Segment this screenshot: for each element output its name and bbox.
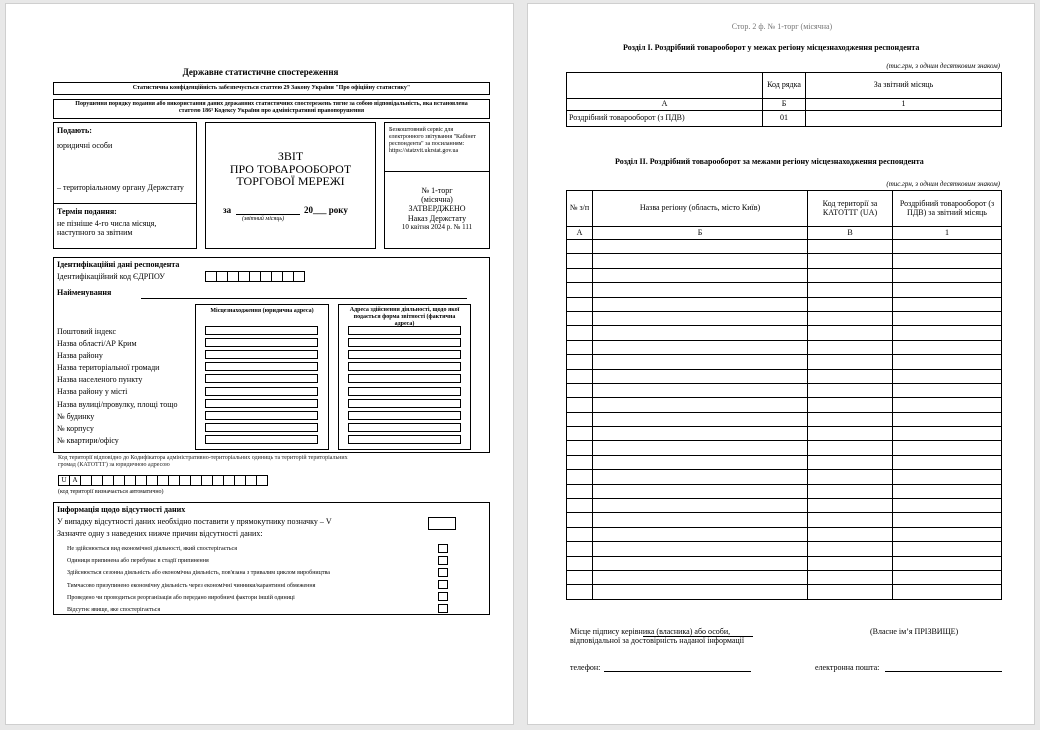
katottg-a: A xyxy=(69,475,81,486)
table-cell[interactable] xyxy=(893,513,1002,527)
table-cell[interactable] xyxy=(567,355,593,369)
form-period: (місячна) xyxy=(421,195,453,205)
table-cell[interactable] xyxy=(567,398,593,412)
table-cell[interactable] xyxy=(593,499,808,513)
table-cell[interactable] xyxy=(808,254,893,268)
table-cell[interactable] xyxy=(808,499,893,513)
table-cell[interactable] xyxy=(808,369,893,383)
form-page-1 xyxy=(5,3,514,725)
field-label: Назва району xyxy=(57,351,103,361)
table-cell[interactable] xyxy=(593,398,808,412)
phone-line[interactable] xyxy=(604,671,751,672)
table-row xyxy=(567,455,1002,469)
signature-name: (Власне ім’я ПРІЗВИЩЕ) xyxy=(870,627,959,636)
table-row xyxy=(567,268,1002,282)
deadline-title: Термін подання: xyxy=(57,207,117,216)
reason-item: Не здійснюється вид економічної діяльності, який спостерігається xyxy=(67,546,237,552)
table-cell[interactable] xyxy=(567,240,593,254)
table-cell[interactable] xyxy=(567,283,593,297)
col-month-header: За звітний місяць xyxy=(806,73,1002,99)
table-cell[interactable] xyxy=(567,311,593,325)
table-row xyxy=(567,297,1002,311)
period-line xyxy=(236,214,300,215)
table-cell[interactable] xyxy=(567,383,593,397)
table-cell[interactable] xyxy=(593,369,808,383)
table-cell[interactable] xyxy=(808,542,893,556)
address-input[interactable] xyxy=(205,411,318,420)
field-label: Назва району у місті xyxy=(57,387,128,397)
table-cell[interactable] xyxy=(893,441,1002,455)
service-text: Безкоштовний сервіс для електронного звітування "Кабінет респондента" за посиланням: https://statzvit.ukrstat.gov.ua xyxy=(389,127,476,154)
reason-checkbox[interactable] xyxy=(438,568,448,577)
table-row xyxy=(567,427,1002,441)
table-cell[interactable] xyxy=(808,484,893,498)
table-cell[interactable] xyxy=(893,240,1002,254)
reason-item: Проведено чи проводиться реорганізація або передано виробничі фактори іншій одиниці xyxy=(67,594,295,601)
reason-checkbox[interactable] xyxy=(438,556,448,565)
table-cell[interactable] xyxy=(593,340,808,354)
table-cell[interactable] xyxy=(893,412,1002,426)
table-cell[interactable] xyxy=(593,470,808,484)
table-cell[interactable] xyxy=(808,455,893,469)
field-label: № будинку xyxy=(57,411,95,421)
address-input[interactable] xyxy=(205,399,318,408)
report-title-box xyxy=(205,122,376,249)
table-cell[interactable] xyxy=(808,340,893,354)
absence-line1: У випадку відсутності даних необхідно поставити у прямокутнику позначку – V xyxy=(57,517,332,526)
reason-checkbox[interactable] xyxy=(438,580,448,589)
table-cell[interactable] xyxy=(808,268,893,282)
actual-address-header: Адреса здійснення діяльності, щодо якої подається форма звітності (фактична адреса) xyxy=(349,307,460,327)
edrpou-label: Ідентифікаційний код ЄДРПОУ xyxy=(57,272,165,281)
form-number-block xyxy=(385,186,489,231)
field-label: Назва області/АР Крим xyxy=(57,339,137,349)
address-input[interactable] xyxy=(348,411,461,420)
hdr-1: 1 xyxy=(806,99,1002,111)
form-number: № 1-торг xyxy=(421,186,453,195)
reason-item: Здійснюється сезонна діяльність або економічна діяльність, пов'язана з тривалим циклом виробництва xyxy=(67,570,330,577)
table-row xyxy=(567,585,1002,599)
table-cell[interactable] xyxy=(567,570,593,584)
table-cell[interactable] xyxy=(593,484,808,498)
table-cell[interactable] xyxy=(893,311,1002,325)
report-title-line1: ЗВІТ xyxy=(277,149,304,163)
email-label: електронна пошта: xyxy=(815,663,880,672)
table-cell[interactable] xyxy=(808,311,893,325)
email-line[interactable] xyxy=(885,671,1002,672)
report-title-line2: ПРО ТОВАРООБОРОТ xyxy=(229,161,352,176)
resp-title: Ідентифікаційні дані респондента xyxy=(57,260,180,269)
field-label: № квартири/офісу xyxy=(57,435,119,445)
divider xyxy=(385,171,489,172)
table-cell[interactable] xyxy=(593,240,808,254)
table-cell[interactable] xyxy=(808,412,893,426)
section1-unit: (тис.грн, з одним десятковим знаком) xyxy=(886,62,1000,70)
katottg-u: U xyxy=(58,475,70,486)
absence-reasons xyxy=(67,543,427,616)
address-input[interactable] xyxy=(348,387,461,396)
address-input[interactable] xyxy=(348,374,461,383)
table-cell[interactable] xyxy=(567,484,593,498)
table-cell[interactable] xyxy=(808,398,893,412)
blank-header-cell xyxy=(567,73,763,99)
table-cell[interactable] xyxy=(893,570,1002,584)
name-line[interactable] xyxy=(141,298,467,299)
absence-box xyxy=(53,502,490,615)
table-cell[interactable] xyxy=(593,326,808,340)
hdr-b: Б xyxy=(593,227,808,240)
table-cell[interactable] xyxy=(567,470,593,484)
table-cell[interactable] xyxy=(808,427,893,441)
table-cell[interactable] xyxy=(893,484,1002,498)
table-cell[interactable] xyxy=(893,340,1002,354)
table-cell[interactable] xyxy=(593,297,808,311)
phone-label: телефон: xyxy=(570,663,601,672)
absence-title: Інформація щодо відсутності даних xyxy=(57,505,186,514)
reason-item: Тимчасово призупинено економічну діяльність через економічні чинники/карантинні обмеження xyxy=(67,582,316,589)
table-cell[interactable] xyxy=(593,542,808,556)
table-cell[interactable] xyxy=(567,513,593,527)
form-approved: ЗАТВЕРДЖЕНО xyxy=(408,204,466,214)
hdr-1: 1 xyxy=(893,227,1002,240)
table-cell[interactable] xyxy=(893,398,1002,412)
col-region-header: Назва регіону (область, місто Київ) xyxy=(593,191,808,227)
table-row xyxy=(567,441,1002,455)
table-cell[interactable] xyxy=(593,585,808,599)
table-cell[interactable] xyxy=(593,441,808,455)
table-cell[interactable] xyxy=(593,283,808,297)
katottg-cells xyxy=(58,475,267,486)
table-cell[interactable] xyxy=(567,326,593,340)
signature-line[interactable] xyxy=(643,636,753,637)
deadline-text: не пізніше 4-го числа місяця, наступного за звітним xyxy=(57,219,157,238)
form-info-box xyxy=(384,122,490,249)
hdr-a: А xyxy=(567,99,763,111)
name-label: Найменування xyxy=(57,288,112,297)
table-row xyxy=(567,355,1002,369)
absence-line2: Зазначте одну з наведених нижче причин відсутності даних: xyxy=(57,529,263,538)
table-row xyxy=(567,283,1002,297)
table-cell[interactable] xyxy=(593,311,808,325)
address-labels xyxy=(57,326,197,447)
table-cell[interactable] xyxy=(893,383,1002,397)
table-cell[interactable] xyxy=(593,383,808,397)
page-header: Стор. 2 ф. № 1-торг (місячна) xyxy=(731,22,833,31)
table-cell[interactable] xyxy=(567,585,593,599)
table-cell[interactable] xyxy=(893,297,1002,311)
col-turnover-header: Роздрібний товарооборот (з ПДВ) за звітний місяць xyxy=(893,191,1002,227)
table-cell[interactable] xyxy=(567,369,593,383)
address-input[interactable] xyxy=(205,423,318,432)
row-label: Роздрібний товарооборот (з ПДВ) xyxy=(567,111,763,127)
table-cell[interactable] xyxy=(893,499,1002,513)
table-cell[interactable] xyxy=(593,268,808,282)
table-cell[interactable] xyxy=(808,470,893,484)
table-cell[interactable] xyxy=(567,556,593,570)
address-input[interactable] xyxy=(205,338,318,347)
table-cell[interactable] xyxy=(893,527,1002,541)
hdr-b: Б xyxy=(763,99,806,111)
report-for: за xyxy=(223,205,232,215)
address-input[interactable] xyxy=(205,435,318,444)
table-row xyxy=(567,369,1002,383)
reason-item: Відсутнє явище, яке спостерігається xyxy=(67,607,161,614)
table-row xyxy=(567,311,1002,325)
table-row xyxy=(567,556,1002,570)
table-cell[interactable] xyxy=(808,283,893,297)
table-cell[interactable] xyxy=(893,470,1002,484)
section2-table xyxy=(566,190,1002,600)
table-row xyxy=(567,570,1002,584)
address-input[interactable] xyxy=(205,350,318,359)
confidentiality-box: Статистична конфіденційність забезпечується статтею 29 Закону України "Про офіційну статистику" xyxy=(53,82,490,95)
table-cell[interactable] xyxy=(893,427,1002,441)
row-code: 01 xyxy=(763,111,806,127)
submit-who1: юридичні особи xyxy=(57,141,113,150)
report-year: 20___ року xyxy=(304,205,348,215)
address-input[interactable] xyxy=(205,374,318,383)
address-input[interactable] xyxy=(348,350,461,359)
table-cell[interactable] xyxy=(593,527,808,541)
address-input[interactable] xyxy=(205,326,318,335)
table-row xyxy=(567,527,1002,541)
table-cell[interactable] xyxy=(808,513,893,527)
reason-checkbox[interactable] xyxy=(438,592,448,601)
signature-text: Місце підпису керівника (власника) або особи, відповідальної за достовірність наданої інформації xyxy=(570,627,745,646)
table-cell[interactable] xyxy=(893,542,1002,556)
table-cell[interactable] xyxy=(593,254,808,268)
field-label: Назва вулиці/провулку, площі тощо xyxy=(57,399,178,409)
address-input[interactable] xyxy=(205,387,318,396)
table-cell[interactable] xyxy=(567,412,593,426)
address-input[interactable] xyxy=(205,362,318,371)
table-row xyxy=(567,484,1002,498)
table-cell[interactable] xyxy=(593,556,808,570)
table-row xyxy=(567,412,1002,426)
table-cell[interactable] xyxy=(808,570,893,584)
address-input[interactable] xyxy=(348,399,461,408)
form-order: Наказ Держстату xyxy=(407,213,467,223)
table-cell[interactable] xyxy=(808,297,893,311)
table-cell[interactable] xyxy=(593,412,808,426)
table-cell[interactable] xyxy=(808,355,893,369)
respondent-box xyxy=(53,257,490,453)
table-cell[interactable] xyxy=(567,340,593,354)
table-cell[interactable] xyxy=(893,326,1002,340)
table-cell[interactable] xyxy=(893,283,1002,297)
form-date: 10 квітня 2024 р. № 111 xyxy=(401,222,473,231)
table-cell[interactable] xyxy=(808,240,893,254)
table-row xyxy=(567,254,1002,268)
table-cell[interactable] xyxy=(893,585,1002,599)
table-cell[interactable] xyxy=(808,527,893,541)
table-row xyxy=(567,383,1002,397)
reason-checkbox[interactable] xyxy=(438,544,448,553)
table-cell[interactable] xyxy=(567,441,593,455)
table-cell[interactable] xyxy=(593,570,808,584)
table-cell[interactable] xyxy=(567,427,593,441)
table-cell[interactable] xyxy=(593,455,808,469)
reason-checkbox[interactable] xyxy=(438,604,448,613)
section1-table xyxy=(566,72,1002,127)
col-no-header: № з/п xyxy=(567,191,593,227)
table-cell[interactable] xyxy=(567,254,593,268)
table-row xyxy=(567,326,1002,340)
section2-unit: (тис.грн, з одним десятковим знаком) xyxy=(886,180,1000,188)
table-cell[interactable] xyxy=(893,369,1002,383)
address-input[interactable] xyxy=(348,423,461,432)
table-row xyxy=(567,513,1002,527)
section2-title: Розділ ІІ. Роздрібний товарооборот за межами регіону місцезнаходження респондента xyxy=(615,157,924,166)
col-code-header: Код території за КАТОТТГ (UA) xyxy=(808,191,893,227)
table-cell[interactable] xyxy=(567,268,593,282)
table-cell[interactable] xyxy=(893,254,1002,268)
table-cell[interactable] xyxy=(567,499,593,513)
col-code-header: Код рядка xyxy=(763,73,806,99)
form-page-2 xyxy=(527,3,1035,725)
field-label: Поштовий індекс xyxy=(57,327,117,336)
edrpou-cells[interactable] xyxy=(205,271,304,282)
table-cell[interactable] xyxy=(893,268,1002,282)
table-cell[interactable] xyxy=(567,455,593,469)
hdr-v: В xyxy=(808,227,893,240)
table-row xyxy=(567,398,1002,412)
divider xyxy=(54,203,196,204)
table-cell[interactable] xyxy=(808,383,893,397)
period-hint: (звітний місяць) xyxy=(242,216,285,222)
table-row xyxy=(567,470,1002,484)
absence-mark-box[interactable] xyxy=(428,517,456,530)
katottg-text: Код території відповідно до Кодифікатора адміністративно-територіальних одиниць та територій територіальних громад (КАТОТТГ) за юридичною адресою xyxy=(58,455,348,468)
katottg-note: (код території визначається автоматично) xyxy=(58,489,164,495)
table-cell[interactable] xyxy=(567,542,593,556)
address-input[interactable] xyxy=(348,362,461,371)
table-row xyxy=(567,542,1002,556)
legal-address-header: Місцезнаходження (юридична адреса) xyxy=(210,308,314,314)
table-cell[interactable] xyxy=(893,556,1002,570)
table-cell[interactable] xyxy=(567,527,593,541)
table-cell[interactable] xyxy=(893,355,1002,369)
submit-box xyxy=(53,122,197,249)
table-cell[interactable] xyxy=(808,556,893,570)
table-cell[interactable] xyxy=(808,585,893,599)
table-cell[interactable] xyxy=(593,513,808,527)
submit-who2: – територіальному органу Держстату xyxy=(57,183,184,192)
table-cell[interactable] xyxy=(593,355,808,369)
field-label: Назва територіальної громади xyxy=(57,363,160,373)
address-input[interactable] xyxy=(348,435,461,444)
table-cell[interactable] xyxy=(893,455,1002,469)
report-title xyxy=(206,150,375,188)
section1-title: Розділ І. Роздрібний товарооборот у межах регіону місцезнаходження респондента xyxy=(623,43,920,52)
reason-item: Одиниця припинена або перебуває в стадії припинення xyxy=(67,558,209,565)
hdr-a: А xyxy=(567,227,593,240)
address-input[interactable] xyxy=(348,338,461,347)
table-cell[interactable] xyxy=(593,427,808,441)
field-label: № корпусу xyxy=(57,423,94,433)
table-cell[interactable] xyxy=(808,441,893,455)
submit-title: Подають: xyxy=(57,126,92,135)
row-value-cell[interactable] xyxy=(806,111,1002,127)
field-label: Назва населеного пункту xyxy=(57,375,143,385)
table-row xyxy=(567,240,1002,254)
violation-box: Порушення порядку подання або використання даних державних статистичних спостережень тягне за собою відповідальність, яка встановлена статтею 186³ Кодексу України про адміністративні правопорушення xyxy=(53,99,490,119)
table-row xyxy=(567,340,1002,354)
table-cell[interactable] xyxy=(808,326,893,340)
table-cell[interactable] xyxy=(567,297,593,311)
address-input[interactable] xyxy=(348,326,461,335)
survey-header: Державне статистичне спостереження xyxy=(182,67,339,77)
report-title-line3: ТОРГОВОЇ МЕРЕЖІ xyxy=(236,174,345,189)
table-row xyxy=(567,499,1002,513)
